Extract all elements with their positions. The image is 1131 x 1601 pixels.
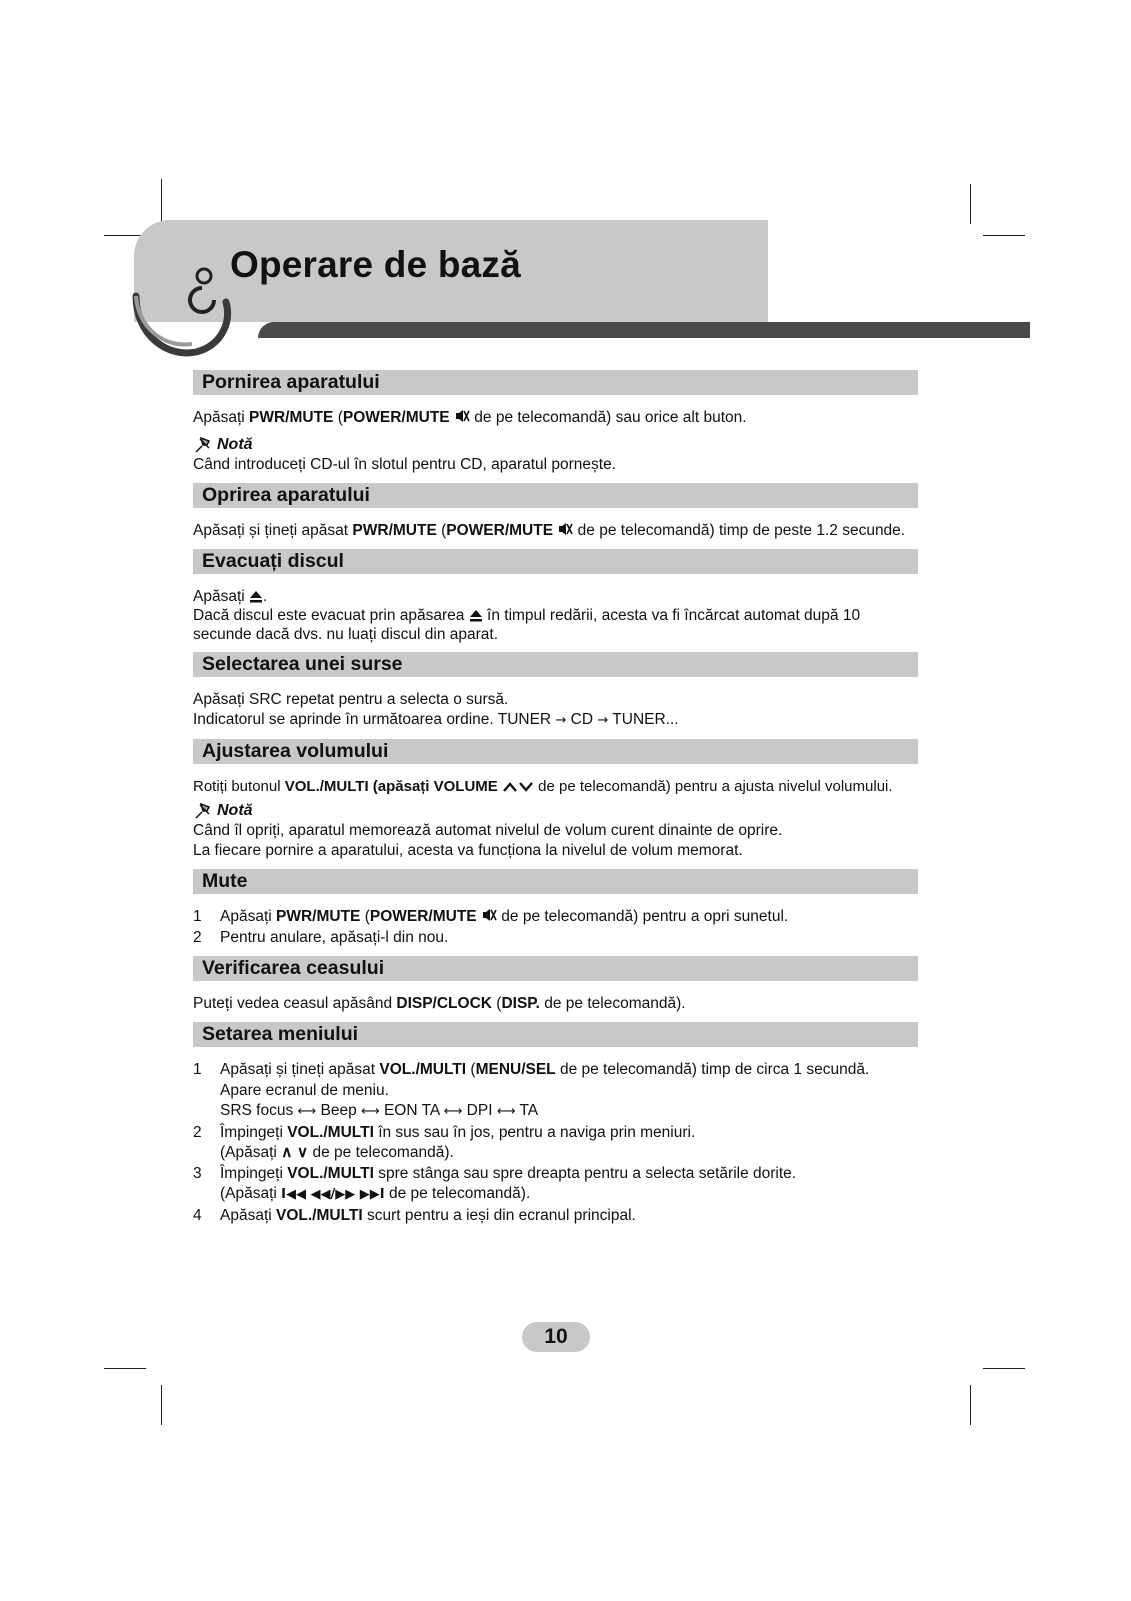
- page-number: 10: [522, 1322, 590, 1352]
- step-number: 1: [193, 1061, 202, 1078]
- step-text: [220, 1164, 918, 1206]
- step-number: 1: [193, 908, 202, 925]
- key-label: VOL./MULTI: [276, 1206, 363, 1224]
- text: Rotiți butonul: [193, 778, 285, 795]
- arrow-right-icon: →: [555, 713, 567, 728]
- paragraph: [193, 587, 918, 644]
- step-text: [220, 1206, 918, 1227]
- key-label: POWER/MUTE: [342, 409, 450, 426]
- pushpin-icon: [193, 435, 213, 455]
- paragraph: [193, 408, 918, 428]
- paragraph: [193, 710, 918, 731]
- text: Dacă discul este evacuat prin apăsarea: [193, 607, 469, 624]
- section-power-on: [193, 370, 918, 475]
- crop-mark: [161, 1385, 162, 1425]
- text: Apăsați: [220, 1206, 277, 1224]
- mute-speaker-icon: [557, 521, 573, 537]
- crop-mark: [983, 1368, 1025, 1369]
- double-arrow-icon: ⟷: [496, 1104, 516, 1119]
- text: [220, 1184, 918, 1206]
- text: de pe telecomandă).: [384, 1185, 531, 1202]
- text: spre stânga sau spre dreapta pentru a selecta setările dorite.: [373, 1164, 797, 1182]
- section-heading: Evacuați discul: [193, 549, 918, 574]
- crop-mark: [161, 179, 162, 223]
- double-arrow-icon: ⟷: [297, 1104, 317, 1119]
- menu-option: SRS focus: [220, 1102, 294, 1119]
- section-heading: Oprirea aparatului: [193, 483, 918, 508]
- crop-mark: [970, 184, 971, 224]
- key-label: PWR/MUTE: [276, 908, 361, 925]
- note-text: Când introduceți CD-ul în slotul pentru CD, aparatul pornește.: [193, 456, 617, 473]
- text: Apăsați: [220, 908, 277, 925]
- chapter-swirl-icon: [128, 248, 232, 360]
- note-text: La fiecare pornire a aparatului, acesta va funcționa la nivelul de volum memorat.: [193, 842, 743, 859]
- menu-option: TA: [519, 1102, 539, 1119]
- list-item: [193, 1206, 918, 1227]
- crop-mark: [983, 235, 1025, 236]
- text: Împingeți: [220, 1164, 288, 1182]
- text: Apăsați: [193, 588, 250, 605]
- paragraph: [193, 521, 918, 541]
- text: (: [491, 995, 502, 1012]
- text: de pe telecomandă).: [539, 995, 686, 1012]
- crop-mark: [970, 1385, 971, 1425]
- list-item: [193, 1060, 918, 1123]
- text: Apăsați și țineți apăsat: [220, 1061, 380, 1078]
- list-item: [193, 1123, 918, 1164]
- key-label: VOL./MULTI (apăsați VOLUME: [284, 778, 498, 795]
- pushpin-icon: [193, 801, 213, 821]
- text: CD: [566, 711, 598, 728]
- note-heading: [193, 435, 918, 455]
- text: [220, 1143, 918, 1164]
- double-arrow-icon: ⟷: [361, 1104, 380, 1119]
- section-clock: [193, 956, 918, 1014]
- note-text: Când îl opriți, aparatul memorează automat nivelul de volum curent dinainte de oprire.: [193, 822, 783, 839]
- text: (: [466, 1061, 476, 1078]
- menu-sequence: [220, 1101, 918, 1123]
- list-item: [193, 1164, 918, 1206]
- text: (: [333, 409, 343, 426]
- text: TUNER...: [608, 711, 679, 728]
- menu-option: DPI: [466, 1102, 493, 1119]
- text: Puteți vedea ceasul apăsând: [193, 995, 397, 1012]
- section-volume: [193, 739, 918, 861]
- key-label: VOL./MULTI: [287, 1164, 374, 1182]
- section-mute: [193, 869, 918, 948]
- text: de pe telecomandă) pentru a ajusta nivelul volumului.: [538, 778, 893, 795]
- key-label: MENU/SEL: [475, 1061, 556, 1078]
- paragraph: [193, 994, 918, 1014]
- text: de pe telecomandă).: [308, 1144, 454, 1161]
- text: Împingeți: [220, 1123, 288, 1141]
- section-heading: Pornirea aparatului: [193, 370, 918, 395]
- key-label: DISP/CLOCK: [396, 995, 492, 1012]
- list-item: [193, 928, 918, 949]
- text: în sus sau în jos, pentru a naviga prin meniuri.: [373, 1123, 696, 1141]
- note-label: Notă: [217, 802, 253, 819]
- text: (: [436, 522, 447, 539]
- key-label: DISP.: [501, 995, 540, 1012]
- text: de pe telecomandă) pentru a opri sunetul.: [501, 908, 789, 925]
- mute-speaker-icon: [454, 408, 470, 424]
- section-power-off: [193, 483, 918, 541]
- steps-list: [193, 1060, 918, 1226]
- paragraph: Apăsați SRC repetat pentru a selecta o sursă.: [193, 691, 509, 708]
- note-heading: [193, 801, 918, 821]
- menu-option: EON TA: [383, 1102, 440, 1119]
- key-label: VOL./MULTI: [379, 1061, 467, 1078]
- paragraph: [193, 777, 918, 797]
- skip-seek-icon: I◀◀ ◀◀/▶▶ ▶▶I: [281, 1187, 385, 1202]
- crop-mark: [104, 1368, 146, 1369]
- arrow-right-icon: →: [597, 713, 609, 728]
- note-label: Notă: [217, 436, 253, 453]
- text: (: [360, 908, 370, 925]
- step-text: [220, 1123, 918, 1164]
- step-number: 2: [193, 1123, 202, 1141]
- list-item: [193, 907, 918, 928]
- steps-list: [193, 907, 918, 948]
- text: Indicatorul se aprinde în următoarea ordine. TUNER: [193, 711, 556, 728]
- text: de pe telecomandă) sau orice alt buton.: [474, 409, 747, 426]
- section-heading: Verificarea ceasului: [193, 956, 918, 981]
- chevron-up-icon: [502, 781, 518, 793]
- menu-option: Beep: [320, 1102, 357, 1119]
- step-number: 3: [193, 1164, 202, 1182]
- step-text: [220, 907, 918, 928]
- section-source: [193, 652, 918, 731]
- step-text: Pentru anulare, apăsați-l din nou.: [220, 928, 449, 946]
- section-heading: Setarea meniului: [193, 1022, 918, 1047]
- mute-speaker-icon: [481, 907, 497, 923]
- text: în timpul redării, acesta va fi încărcat automat după 10 secunde dacă dvs. nu luați discul din aparat.: [193, 607, 861, 643]
- eject-icon: [469, 609, 483, 622]
- key-label: VOL./MULTI: [287, 1123, 374, 1141]
- text: .: [263, 588, 268, 605]
- section-menu: [193, 1022, 918, 1226]
- text: (Apăsați: [220, 1144, 282, 1161]
- text: de pe telecomandă) timp de peste 1.2 secunde.: [577, 522, 906, 539]
- section-heading: Selectarea unei surse: [193, 652, 918, 677]
- chevron-down-icon: [518, 781, 534, 793]
- text: Apare ecranul de meniu.: [220, 1081, 389, 1099]
- key-label: PWR/MUTE: [352, 522, 437, 539]
- key-label: POWER/MUTE: [369, 908, 477, 925]
- key-label: POWER/MUTE: [446, 522, 554, 539]
- text: de pe telecomandă) timp de circa 1 secundă.: [555, 1061, 870, 1078]
- step-number: 4: [193, 1206, 202, 1224]
- eject-icon: [249, 590, 263, 603]
- key-label: PWR/MUTE: [249, 409, 334, 426]
- text: Apăsați: [193, 409, 250, 426]
- page-title: Operare de bază: [230, 244, 521, 285]
- double-arrow-icon: ⟷: [443, 1104, 463, 1119]
- section-heading: Mute: [193, 869, 918, 894]
- text: scurt pentru a ieși din ecranul principal.: [362, 1206, 636, 1224]
- step-number: 2: [193, 928, 202, 946]
- content: [193, 370, 918, 1234]
- up-down-icon: ∧ ∨: [281, 1144, 309, 1161]
- section-heading: Ajustarea volumului: [193, 739, 918, 764]
- step-text: [220, 1060, 918, 1123]
- section-eject: [193, 549, 918, 644]
- header-underline-bar: [258, 322, 1030, 338]
- text: Apăsați și țineți apăsat: [193, 522, 353, 539]
- text: (Apăsați: [220, 1185, 282, 1202]
